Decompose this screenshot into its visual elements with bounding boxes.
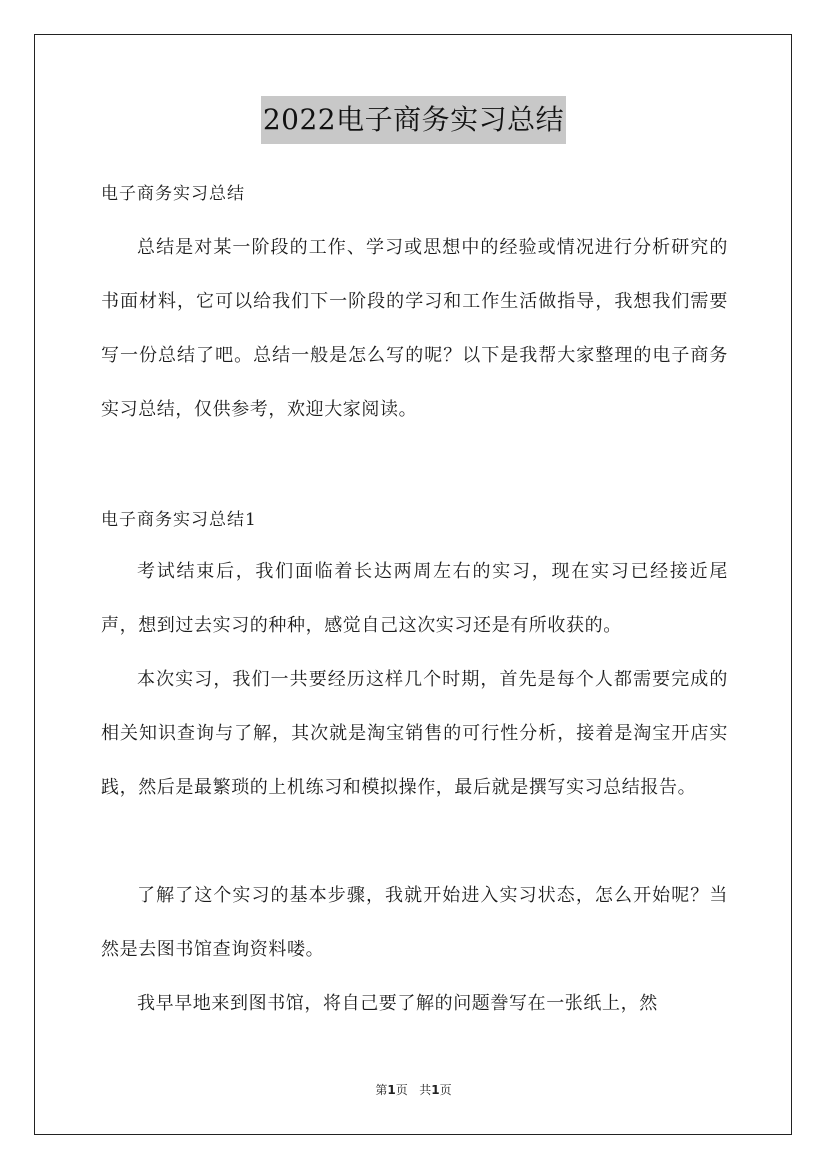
footer-page-number: 1 [387, 1083, 396, 1097]
footer-page-suffix: 页 [395, 1083, 408, 1097]
footer-total-number: 1 [431, 1083, 440, 1097]
intro-heading: 电子商务实习总结 [101, 184, 245, 204]
document-title: 2022电子商务实习总结 [261, 96, 566, 144]
body-paragraph-4: 我早早地来到图书馆，将自己要了解的问题誊写在一张纸上，然 [137, 993, 658, 1014]
footer-page-prefix: 第 [375, 1083, 388, 1097]
body-paragraph-1: 考试结束后，我们面临着长达两周左右的实习，现在实习已经接近尾声，想到过去实习的种种，感觉自己这次实习还是有所收获的。 [101, 561, 728, 636]
page-footer [0, 1082, 827, 1098]
footer-total-suffix: 页 [439, 1083, 452, 1097]
body-paragraph-2: 本次实习，我们一共要经历这样几个时期，首先是每个人都需要完成的相关知识查询与了解，其次就是淘宝销售的可行性分析，接着是淘宝开店实践，然后是最繁琐的上机练习和模拟操作，最后就是撰写实习总结报告。 [101, 669, 728, 798]
footer-total-prefix: 共 [419, 1083, 432, 1097]
body-paragraph-3: 了解了这个实习的基本步骤，我就开始进入实习状态，怎么开始呢？当然是去图书馆查询资料喽。 [101, 885, 728, 960]
section-heading-1: 电子商务实习总结1 [101, 510, 257, 530]
intro-paragraph: 总结是对某一阶段的工作、学习或思想中的经验或情况进行分析研究的书面材料，它可以给我们下一阶段的学习和工作生活做指导，我想我们需要写一份总结了吧。总结一般是怎么写的呢？以下是我帮大家整理的电子商务实习总结，仅供参考，欢迎大家阅读。 [101, 237, 728, 420]
title-container [0, 96, 827, 144]
